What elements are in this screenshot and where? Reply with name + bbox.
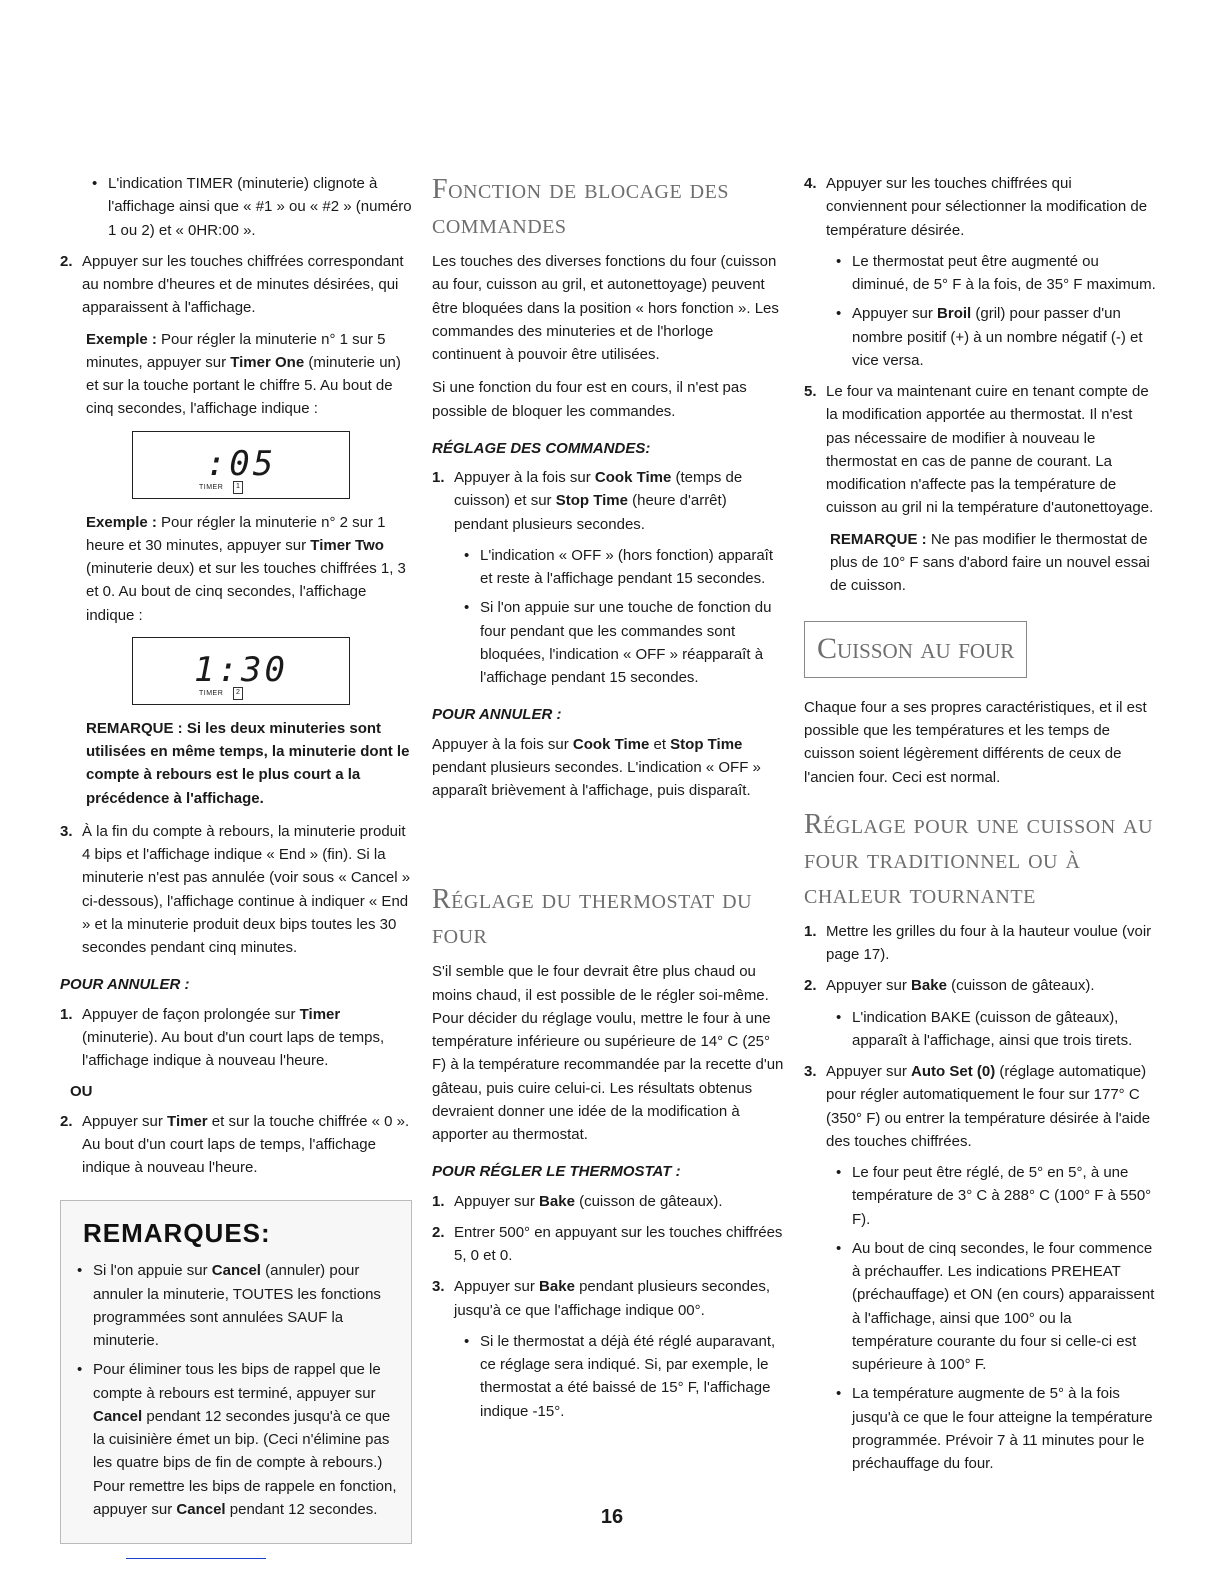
remarque-note: REMARQUE : Si les deux minuteries sont utilisées en même temps, la minuterie dont le compte à rebours est le plus court a la précédence à l'affichage. — [86, 719, 410, 807]
paragraph: S'il semble que le four devrait être plus chaud ou moins chaud, il est possible de le régler soi-même. Pour décider du réglage voulu, mettre le four à une température inférieure ou supérieure de 14° C (25° F) à la température recommandée par la recette d'un gâteau, puis cuire celui-ci. Les résultats obtenus devraient donner une idée de la modification à apporter au thermostat. — [432, 963, 784, 1143]
step-3: 3. À la fin du compte à rebours, la minuterie produit 4 bips et l'affichage indique « End » (fin). Si la minuterie n'est pas annulée (voir sous « Cancel » ci-dessous), l'affichage continue à indiquer « End » et la minuterie produit deux bips toutes les 30 secondes pendant cinq minutes. — [60, 822, 411, 956]
section-title-blocage: Fonction de blocage des commandes — [432, 174, 729, 240]
annuler-paragraph: Appuyer à la fois sur Cook Time et Stop Time pendant plusieurs secondes. L'indication « OFF » apparaît brièvement à l'affichage, puis disparaît. — [432, 735, 761, 799]
cuisson-step-3-bullets — [804, 1161, 1156, 1475]
thermo-step-5: 5. Le four va maintenant cuire en tenant compte de la modification apportée au thermostat. Il n'est pas nécessaire de modifier à nouveau le thermostat en cas de panne de courant. La modification n'affecte pas la température de cuisson au gril ni la température d'autonettoyage. — [804, 383, 1154, 517]
cuisson-step-1: 1. Mettre les grilles du four à la hauteur voulue (voir page 17). — [804, 922, 1152, 963]
example-2: Exemple : Pour régler la minuterie n° 2 sur 1 heure et 30 minutes, appuyer sur Timer Two (minuterie deux) et sur les touches chiffrées 1, 3 et 0. Au bout de cinq secondes, l'affichage indique : — [86, 513, 406, 624]
thermo-step-4-bullets — [804, 250, 1156, 372]
reglage-step-1: 1. Appuyer à la fois sur Cook Time (temps de cuisson) et sur Stop Time (heure d'arrêt) pendant plusieurs secondes. — [432, 469, 743, 533]
cuisson-step-2-bullets — [804, 1006, 1156, 1053]
list-item: • Pour éliminer tous les bips de rappel que le compte à rebours est terminé, appuyer sur Cancel pendant 12 secondes jusqu'à ce que la cuisinière émet un bip. (Ceci n'élimine pas les quatre bips de fin de compte à rebours.) Pour remettre les bips de rappele en fonction, appuyer sur Cancel pendant 12 secondes. — [71, 1358, 397, 1521]
list-item: • L'indication BAKE (cuisson de gâteaux), apparaît à l'affichage, ainsi que trois tirets. — [830, 1006, 1156, 1053]
annuler-heading: POUR ANNULER : — [432, 706, 562, 724]
thermo-step-4: 4. Appuyer sur les touches chiffrées qui conviennent pour sélectionner la modification de température désirée. — [804, 175, 1148, 239]
thermo-bullets — [432, 1330, 784, 1423]
remarques-box — [60, 1200, 412, 1544]
thermostat-heading: POUR RÉGLER LE THERMOSTAT : — [432, 1163, 681, 1181]
list-item: • Si l'on appuie sur une touche de fonction du four pendant que les commandes sont bloquées, l'indication « OFF » réapparaît à l'affichage pendant 15 secondes. — [458, 596, 784, 689]
remarques-list — [71, 1259, 397, 1521]
timer-bullet-list — [60, 172, 416, 242]
reglage-commandes-heading: RÉGLAGE DES COMMANDES: — [432, 439, 651, 457]
lcd-timer-tag: TIMER — [199, 483, 224, 491]
example-1: Exemple : Pour régler la minuterie n° 1 sur 5 minutes, appuyer sur Timer One (minuterie un) et sur la touche portant le chiffre 5. Au bout de cinq secondes, l'affichage indique : — [86, 330, 401, 418]
list-item: • Appuyer sur Broil (gril) pour passer d'un nombre positif (+) à un nombre négatif (-) et vice versa. — [830, 302, 1156, 372]
step-2: 2. Appuyer sur les touches chiffrées correspondant au nombre d'heures et de minutes désirées, qui apparaissent à l'affichage. — [60, 252, 404, 317]
list-item: • Le thermostat peut être augmenté ou diminué, de 5° F à la fois, de 35° F maximum. — [830, 250, 1156, 297]
reglage-bullets — [432, 544, 784, 690]
remarque-thermostat: REMARQUE : Ne pas modifier le thermostat de plus de 10° F sans d'abord faire un nouvel essai de cuisson. — [830, 530, 1150, 594]
section-title-thermostat: Réglage du thermostat du four — [432, 884, 753, 951]
footer-link-underline — [126, 1558, 266, 1559]
annuler-step-2: 2. Appuyer sur Timer et sur la touche chiffrée « 0 ». Au bout d'un court laps de temps, l'affichage indique à nouveau l'heure. — [60, 1112, 410, 1176]
thermo-step-3: 3. Appuyer sur Bake pendant plusieurs secondes, jusqu'à ce que l'affichage indique 00°. — [432, 1278, 771, 1319]
remarques-title: REMARQUES: — [83, 1218, 271, 1248]
paragraph: Chaque four a ses propres caractéristiques, et il est possible que les températures et les temps de cuisson soient légèrement différents de ceux de l'ancien four. Ceci est normal. — [804, 698, 1147, 786]
ou-label: OU — [70, 1083, 93, 1101]
section-title-reglage-cuisson: Réglage pour une cuisson au four traditionnel ou à chaleur tournante — [804, 808, 1154, 910]
column-middle — [432, 172, 784, 1431]
list-item: • Si le thermostat a déjà été réglé auparavant, ce réglage sera indiqué. Si, par exemple, le thermostat a été baissé de 15° F, l'affichage indique -15°. — [458, 1330, 784, 1423]
cuisson-step-2: 2. Appuyer sur Bake (cuisson de gâteaux). — [804, 977, 1095, 995]
list-item: • L'indication « OFF » (hors fonction) apparaît et reste à l'affichage pendant 15 secondes. — [458, 544, 784, 591]
paragraph: Si une fonction du four est en cours, il n'est pas possible de bloquer les commandes. — [432, 379, 747, 420]
thermo-step-2: 2. Entrer 500° en appuyant sur les touches chiffrées 5, 0 et 0. — [432, 1223, 783, 1264]
lcd-timer-tag: TIMER — [199, 689, 224, 697]
lcd-timer-number: 2 — [233, 687, 243, 700]
lcd-timer-number: 1 — [233, 481, 243, 494]
thermo-step-1: 1. Appuyer sur Bake (cuisson de gâteaux). — [432, 1192, 723, 1210]
cuisson-step-3: 3. Appuyer sur Auto Set (0) (réglage automatique) pour régler automatiquement le four sur 177° C (350° F) ou entrer la température désirée à l'aide des touches chiffrées. — [804, 1063, 1151, 1150]
list-item: • Au bout de cinq secondes, le four commence à préchauffer. Les indications PREHEAT (préchauffage) et ON (en cours) apparaissent à l'affichage, ainsi que 100° ou la température courante du four si celle-ci est supérieure à 100° F. — [830, 1237, 1156, 1377]
column-right — [804, 172, 1156, 1483]
list-item: • La température augmente de 5° à la fois jusqu'à ce que le four atteigne la température programmée. Prévoir 7 à 11 minutes pour le préchauffage du four. — [830, 1382, 1156, 1475]
annuler-heading: POUR ANNULER : — [60, 976, 190, 994]
list-item: • Si l'on appuie sur Cancel (annuler) pour annuler la minuterie, TOUTES les fonctions programmées sont annulées SAUF la minuterie. — [71, 1259, 397, 1352]
lcd-digits: 1:30 — [194, 649, 288, 690]
lcd-display-2 — [132, 637, 350, 705]
list-item: • Le four peut être réglé, de 5° en 5°, à une température de 3° C à 288° C (100° F à 550° F). — [830, 1161, 1156, 1231]
page-number: 16 — [600, 1506, 624, 1528]
annuler-step-1: 1. Appuyer de façon prolongée sur Timer (minuterie). Au bout d'un court laps de temps, l'affichage indique à nouveau l'heure. — [60, 1005, 385, 1069]
section-title-cuisson: Cuisson au four — [804, 621, 1027, 678]
paragraph: Les touches des diverses fonctions du four (cuisson au four, cuisson au gril, et autonettoyage) peuvent être bloquées dans la position « hors fonction ». Les commandes des minuteries et de l'horloge continuent à pouvoir être utilisées. — [432, 253, 779, 363]
list-item: • L'indication TIMER (minuterie) clignote à l'affichage ainsi que « #1 » ou « #2 » (numéro 1 ou 2) et « 0HR:00 ». — [86, 172, 416, 242]
column-left — [60, 172, 416, 1187]
lcd-display-1 — [132, 431, 350, 499]
lcd-digits: :05 — [205, 443, 277, 484]
